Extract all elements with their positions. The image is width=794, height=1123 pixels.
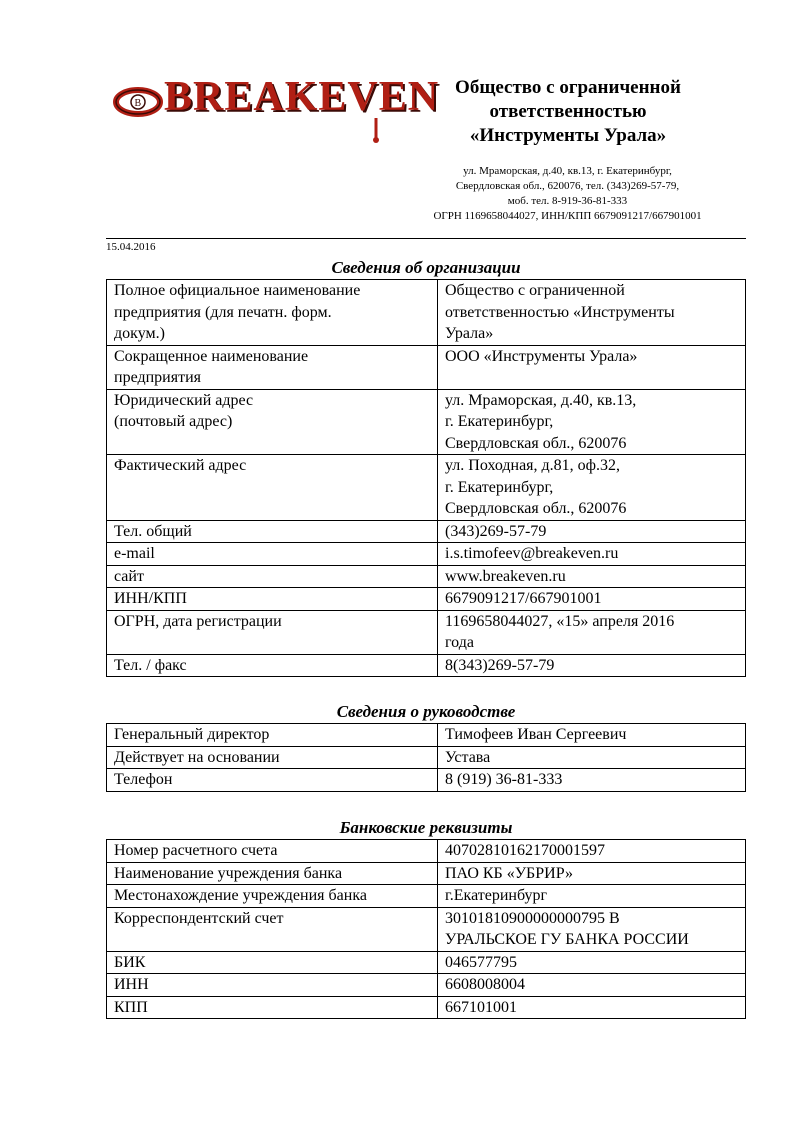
table-row bbox=[107, 724, 746, 747]
table-row bbox=[107, 389, 746, 455]
row-value bbox=[438, 974, 746, 997]
table-row bbox=[107, 588, 746, 611]
row-label bbox=[107, 280, 438, 346]
contact-line: ОГРН 1169658044027, ИНН/КПП 6679091217/667901001 bbox=[433, 210, 702, 222]
row-label-text: Сокращенное наименование предприятия bbox=[114, 347, 309, 386]
company-contacts bbox=[380, 164, 755, 224]
row-label-text: Корреспондентский счет bbox=[114, 909, 284, 927]
row-label bbox=[107, 389, 438, 455]
row-label bbox=[107, 588, 438, 611]
row-value bbox=[438, 455, 746, 521]
row-value-text: 6608008004 bbox=[445, 976, 525, 993]
row-value-text: 667101001 bbox=[445, 998, 517, 1016]
row-value bbox=[438, 654, 746, 677]
row-value-text: ул. Мраморская, д.40, кв.13, г. Екатеринбург, Свердловская обл., 620076 bbox=[445, 391, 637, 452]
row-label bbox=[107, 862, 438, 885]
row-label bbox=[107, 769, 438, 792]
row-label bbox=[107, 610, 438, 654]
row-value bbox=[438, 724, 746, 747]
table-row bbox=[107, 280, 746, 346]
table-row bbox=[107, 543, 746, 566]
table-row bbox=[107, 610, 746, 654]
table-row bbox=[107, 520, 746, 543]
table-row bbox=[107, 565, 746, 588]
company-logo bbox=[112, 72, 440, 144]
row-value bbox=[438, 769, 746, 792]
row-label-text: Наименование учреждения банка bbox=[114, 864, 343, 882]
section-title-organization: Сведения об организации bbox=[331, 258, 521, 277]
row-label-text: Тел. общий bbox=[114, 522, 192, 540]
row-label bbox=[107, 951, 438, 974]
contact-line: Свердловская обл., 620076, тел. (343)269-57-79, bbox=[455, 180, 680, 192]
row-label bbox=[107, 746, 438, 769]
contact-line: моб. тел. 8-919-36-81-333 bbox=[507, 195, 628, 207]
row-value bbox=[438, 345, 746, 389]
company-name bbox=[400, 76, 736, 148]
table-row bbox=[107, 862, 746, 885]
management-table bbox=[106, 723, 746, 792]
row-value bbox=[438, 520, 746, 543]
row-value bbox=[438, 543, 746, 566]
row-label bbox=[107, 974, 438, 997]
bank-table bbox=[106, 839, 746, 1019]
table-row bbox=[107, 951, 746, 974]
row-value-text: Устава bbox=[445, 748, 491, 766]
row-value-text: ООО «Инструменты Урала» bbox=[445, 347, 638, 365]
row-label-text: Местонахождение учреждения банка bbox=[114, 887, 367, 904]
row-value-text: ПАО КБ «УБРИР» bbox=[445, 864, 573, 882]
row-label-text: Юридический адрес (почтовый адрес) bbox=[114, 391, 254, 430]
row-value bbox=[438, 610, 746, 654]
row-value bbox=[438, 389, 746, 455]
table-row bbox=[107, 769, 746, 792]
row-value-text: i.s.timofeev@breakeven.ru bbox=[445, 545, 619, 562]
row-value bbox=[438, 840, 746, 863]
logo-emblem-letter: B bbox=[134, 98, 142, 109]
row-value-text: ул. Походная, д.81, оф.32, г. Екатеринбург, Свердловская обл., 620076 bbox=[445, 457, 627, 517]
table-row bbox=[107, 654, 746, 677]
row-label bbox=[107, 907, 438, 951]
row-label bbox=[107, 565, 438, 588]
row-label bbox=[107, 724, 438, 747]
row-label-text: Фактический адрес bbox=[114, 457, 247, 474]
logo-wordmark: BREAKEVEN bbox=[164, 74, 440, 120]
company-name-line: ответственностью bbox=[489, 101, 647, 122]
table-row bbox=[107, 996, 746, 1019]
row-value bbox=[438, 588, 746, 611]
company-name-line: Общество с ограниченной bbox=[455, 77, 681, 98]
row-label-text: Телефон bbox=[114, 771, 173, 788]
row-label bbox=[107, 996, 438, 1019]
section-title-management: Сведения о руководстве bbox=[336, 702, 516, 721]
table-row bbox=[107, 974, 746, 997]
row-label bbox=[107, 345, 438, 389]
table-row bbox=[107, 455, 746, 521]
row-value bbox=[438, 885, 746, 908]
row-value bbox=[438, 951, 746, 974]
row-value bbox=[438, 280, 746, 346]
row-label-text: сайт bbox=[114, 567, 144, 585]
table-row bbox=[107, 907, 746, 951]
table-row bbox=[107, 345, 746, 389]
row-label bbox=[107, 543, 438, 566]
row-value-text: Тимофеев Иван Сергеевич bbox=[445, 726, 627, 743]
row-value-text: 30101810900000000795 В УРАЛЬСКОЕ ГУ БАНКА РОССИИ bbox=[445, 909, 689, 948]
row-value-text: 8 (919) 36-81-333 bbox=[445, 771, 563, 788]
row-label-text: Полное официальное наименование предприятия (для печатн. форм. докум.) bbox=[114, 282, 361, 342]
row-value-text: 40702810162170001597 bbox=[445, 842, 605, 859]
row-value-text: 8(343)269-57-79 bbox=[445, 656, 555, 674]
row-value-text: (343)269-57-79 bbox=[445, 522, 547, 540]
row-label-text: Номер расчетного счета bbox=[114, 842, 278, 859]
row-label bbox=[107, 520, 438, 543]
row-label-text: ИНН bbox=[114, 976, 149, 993]
contact-line: ул. Мраморская, д.40, кв.13, г. Екатеринбург, bbox=[463, 165, 672, 177]
row-value bbox=[438, 907, 746, 951]
row-label-text: ИНН/КПП bbox=[114, 590, 187, 607]
row-value bbox=[438, 565, 746, 588]
row-value-text: 1169658044027, «15» апреля 2016 года bbox=[445, 612, 675, 651]
row-label-text: e-mail bbox=[114, 545, 155, 562]
row-value-text: 046577795 bbox=[445, 953, 517, 971]
header-divider bbox=[106, 238, 746, 239]
row-value-text: 6679091217/667901001 bbox=[445, 590, 602, 607]
document-date: 15.04.2016 bbox=[106, 241, 156, 253]
row-value bbox=[438, 862, 746, 885]
row-label bbox=[107, 840, 438, 863]
row-value-text: www.breakeven.ru bbox=[445, 567, 566, 585]
logo-accent-icon bbox=[370, 118, 382, 144]
row-label bbox=[107, 654, 438, 677]
row-label-text: БИК bbox=[114, 953, 146, 971]
row-label-text: КПП bbox=[114, 998, 148, 1016]
row-label bbox=[107, 885, 438, 908]
table-row bbox=[107, 746, 746, 769]
table-row bbox=[107, 885, 746, 908]
row-label bbox=[107, 455, 438, 521]
logo-emblem-icon bbox=[112, 76, 172, 136]
table-row bbox=[107, 840, 746, 863]
organization-table bbox=[106, 279, 746, 677]
row-value-text: Общество с ограниченной ответственностью «Инструменты Урала» bbox=[445, 282, 675, 342]
row-value-text: г.Екатеринбург bbox=[445, 887, 548, 904]
row-label-text: Действует на основании bbox=[114, 748, 280, 766]
company-name-line: «Инструменты Урала» bbox=[469, 125, 667, 146]
section-title-bank: Банковские реквизиты bbox=[339, 818, 513, 837]
row-value bbox=[438, 996, 746, 1019]
row-label-text: Тел. / факс bbox=[114, 656, 187, 674]
row-label-text: Генеральный директор bbox=[114, 726, 270, 743]
row-label-text: ОГРН, дата регистрации bbox=[114, 612, 282, 630]
row-value bbox=[438, 746, 746, 769]
